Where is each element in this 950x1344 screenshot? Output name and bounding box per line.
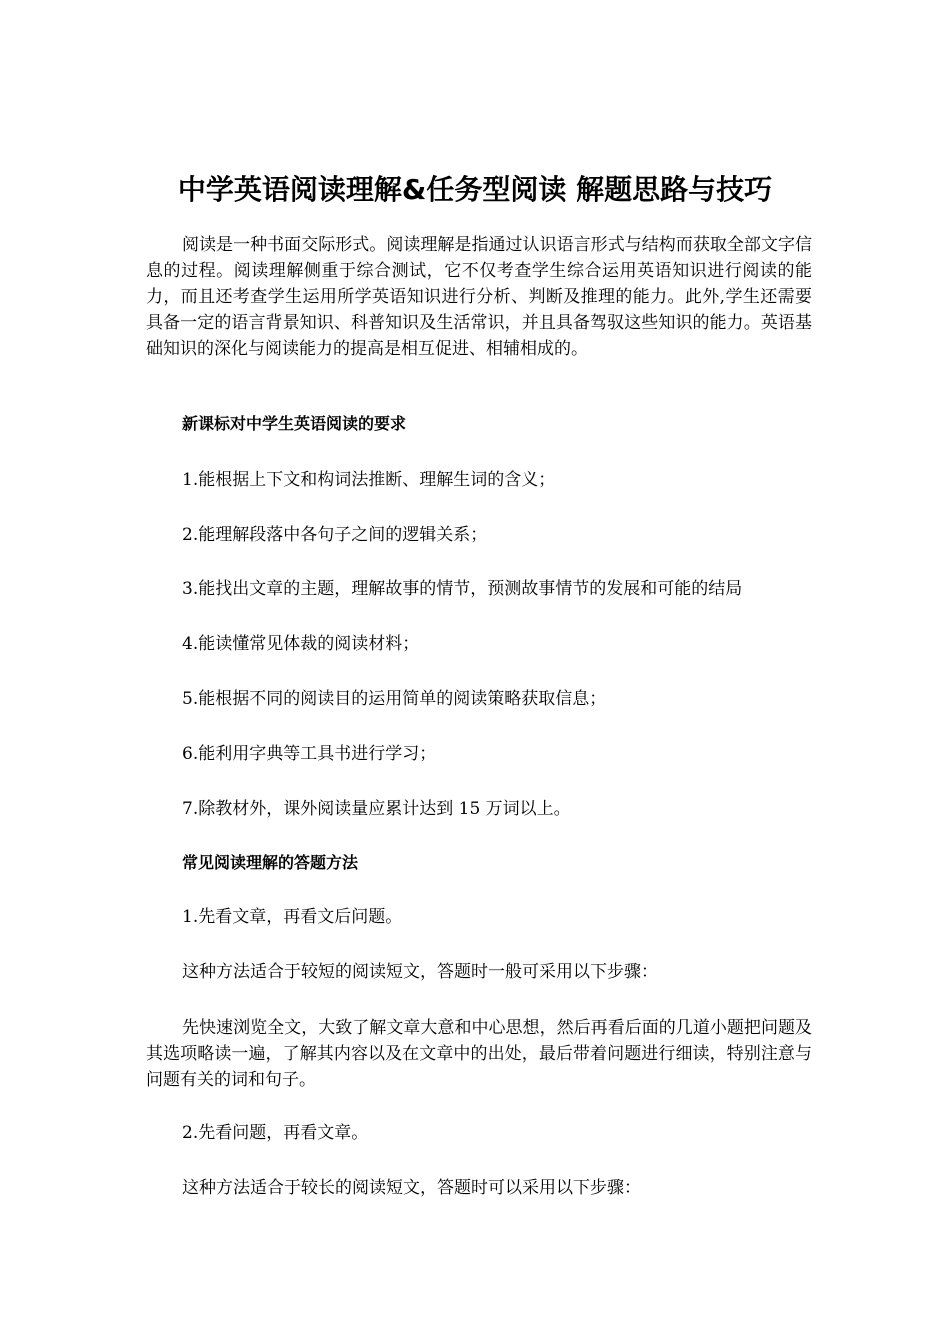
method-1-intro: 这种方法适合于较短的阅读短文，答题时一般可采用以下步骤： xyxy=(182,962,658,982)
requirement-item-4: 4.能读懂常见体裁的阅读材料； xyxy=(182,634,420,654)
section-heading-methods: 常见阅读理解的答题方法 xyxy=(182,853,359,872)
method-1-steps: 先快速浏览全文，大致了解文章大意和中心思想，然后再看后面的几道小题把问题及其选项略读一遍，了解其内容以及在文章中的出处，最后带着问题进行细读，特别注意与问题有关的词和句子。 xyxy=(146,1018,812,1090)
requirement-item-2: 2.能理解段落中各句子之间的逻辑关系； xyxy=(182,525,488,545)
requirement-item-1: 1.能根据上下文和构词法推断、理解生词的含义； xyxy=(182,470,556,490)
document-title: 中学英语阅读理解&任务型阅读 解题思路与技巧 xyxy=(177,173,773,206)
method-2-intro: 这种方法适合于较长的阅读短文，答题时可以采用以下步骤： xyxy=(182,1178,641,1198)
method-1-title: 1.先看文章，再看文后问题。 xyxy=(182,907,403,927)
requirement-item-7: 7.除教材外，课外阅读量应累计达到 15 万词以上。 xyxy=(182,799,571,819)
requirement-item-3: 3.能找出文章的主题，理解故事的情节，预测故事情节的发展和可能的结局 xyxy=(182,579,743,599)
requirement-item-5: 5.能根据不同的阅读目的运用简单的阅读策略获取信息； xyxy=(182,689,607,709)
method-2-title: 2.先看问题，再看文章。 xyxy=(182,1123,369,1143)
requirement-item-6: 6.能利用字典等工具书进行学习； xyxy=(182,744,437,764)
section-heading-requirements: 新课标对中学生英语阅读的要求 xyxy=(182,414,407,433)
intro-paragraph: 阅读是一种书面交际形式。阅读理解是指通过认识语言形式与结构而获取全部文字信息的过程。阅读理解侧重于综合测试，它不仅考查学生综合运用英语知识进行阅读的能力，而且还考查学生运用所学英语知识进行分析、判断及推理的能力。此外,学生还需要具备一定的语言背景知识、科普知识及生活常识，并且具备驾驭这些知识的能力。英语基础知识的深化与阅读能力的提高是相互促进、相辅相成的。 xyxy=(146,235,812,359)
